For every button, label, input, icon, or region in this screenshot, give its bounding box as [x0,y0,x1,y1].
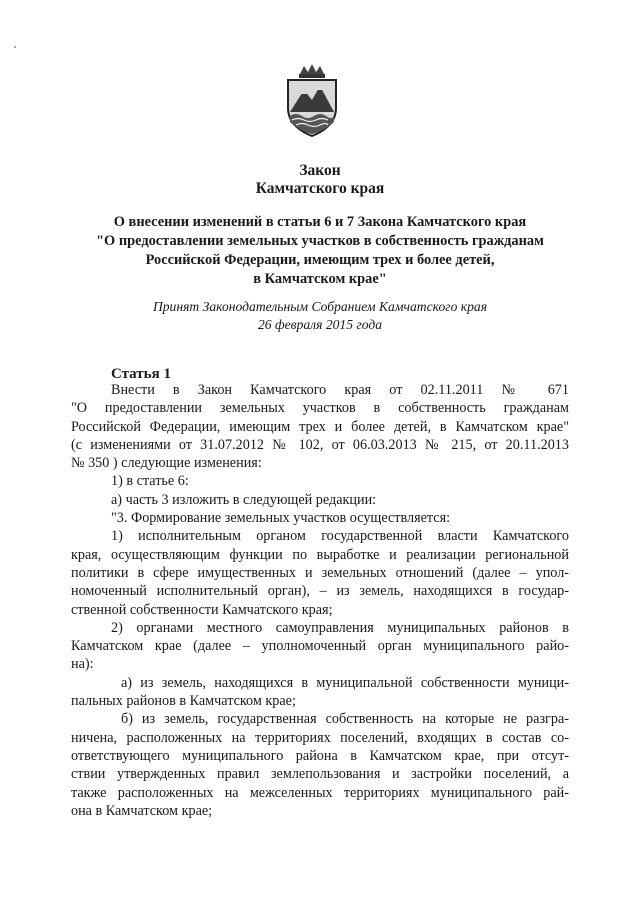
coat-of-arms-icon [282,62,342,138]
body-line: Внести в Закон Камчатского края от 02.11.2011 № 671 [111,382,569,398]
body-line: а) часть 3 изложить в следующей редакции: [111,491,377,508]
article-heading: Статья 1 [111,366,171,382]
adoption-note [60,298,580,334]
body-line: а) из земель, находящихся в муниципальной собственности муници- [121,674,569,691]
body-line: на): [71,656,94,673]
adoption-line: Принят Законодательным Собранием Камчатского края [152,299,488,314]
adoption-date: 26 февраля 2015 года [258,317,382,332]
body-line: "О предоставлении земельных участков в собственность гражданам [71,400,569,417]
body-line: 2) органами местного самоуправления муниципальных районов в [111,619,569,636]
body-line: пальных районов в Камчатском крае; [71,693,296,710]
body-line: ствии утвержденных правил землепользования и застройки поселений, а [71,766,569,783]
body-line: Камчатском крае (далее – уполномоченный орган муниципального райо- [71,638,569,655]
article-body [71,381,569,820]
subject-line: "О предоставлении земельных участков в собственность гражданам [96,233,544,249]
body-line: ничена, расположенных на территориях поселений, входящих в состав со- [71,729,569,746]
law-title: Закон [299,162,341,179]
body-line: ственной собственности Камчатского края; [71,601,333,618]
region-title: Камчатского края [255,180,385,197]
body-line: (с изменениями от 31.07.2012 № 102, от 06.03.2013 № 215, от 20.11.2013 [71,436,569,453]
law-subject [60,213,580,289]
body-line: "3. Формирование земельных участков осуществляется: [111,510,451,527]
subject-line: О внесении изменений в статьи 6 и 7 Закона Камчатского края [113,214,527,230]
body-line: политики в сфере имущественных и земельных отношений (далее – упол- [71,564,569,581]
body-line: Российской Федерации, имеющим трех и более детей, в Камчатском крае" [71,418,569,435]
body-line: края, осуществляющим функции по выработке и реализации региональной [71,546,569,563]
scan-speck [14,46,16,48]
body-line: ответствующего муниципального района в Камчатском крае, при отсут- [71,747,569,764]
body-line: б) из земель, государственная собственность на которые не разгра- [121,711,569,728]
body-line: она в Камчатском крае; [71,802,213,819]
body-line: номоченный исполнительный орган), – из земель, находящихся в государ- [71,583,569,600]
body-line: также расположенных на межселенных территориях муниципального рай- [71,784,569,801]
subject-line: Российской Федерации, имеющим трех и более детей, [145,252,495,268]
subject-line: в Камчатском крае" [253,271,387,287]
body-line: 1) исполнительным органом государственной власти Камчатского [111,528,569,545]
body-line: 1) в статье 6: [111,473,189,490]
body-line: № 350 ) следующие изменения: [71,455,262,472]
